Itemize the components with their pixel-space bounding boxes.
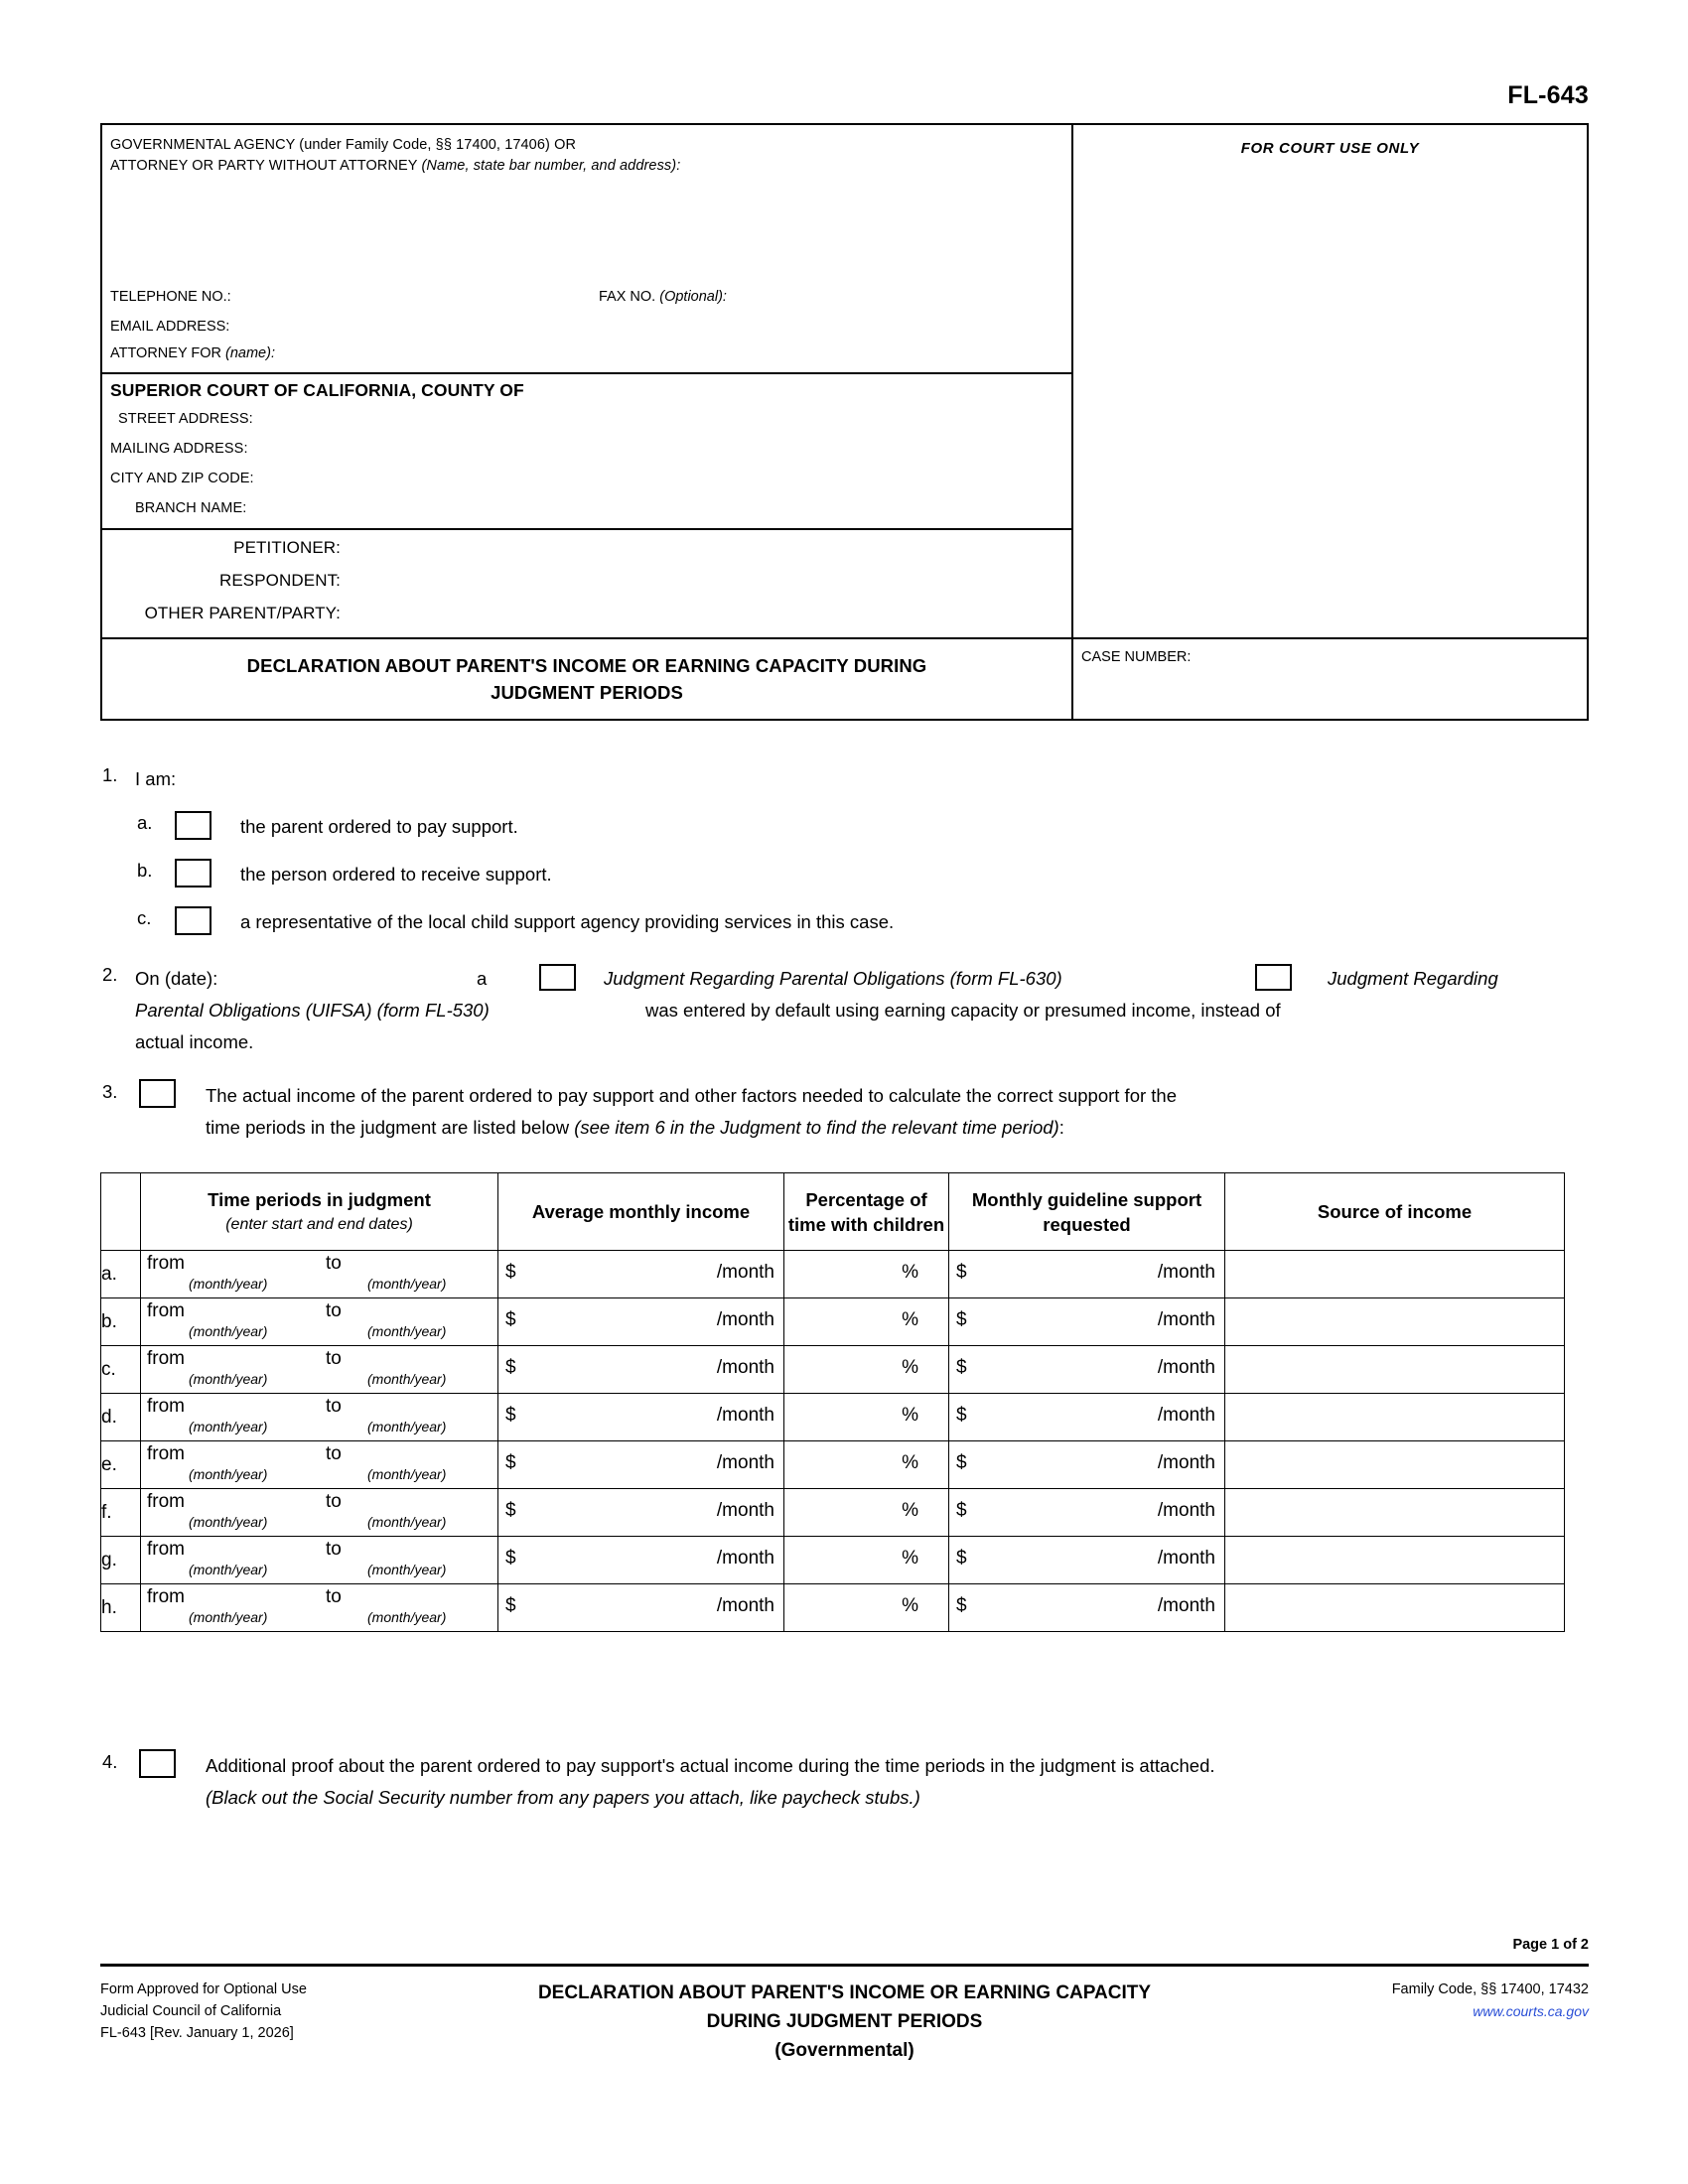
item-1-number: 1. (102, 764, 118, 785)
dollar-sign: $ (505, 1500, 516, 1521)
from-month-year-hint: (month/year) (189, 1466, 268, 1482)
attorney-section (102, 125, 1073, 637)
source-of-income-cell[interactable] (1225, 1441, 1565, 1489)
item-2-choice2-line1: Judgment Regarding (1328, 968, 1498, 989)
item-1a-text: the parent ordered to pay support. (240, 816, 518, 837)
telephone-label: TELEPHONE NO.: (110, 289, 231, 305)
judgment-periods-table (100, 1172, 1565, 1632)
agency-label: GOVERNMENTAL AGENCY (under Family Code, §§ 17400, 17406) OR (110, 137, 577, 153)
to-month-year-hint: (month/year) (367, 1562, 447, 1577)
percent-sign: % (902, 1595, 918, 1616)
table-row (101, 1394, 1565, 1441)
form-title (102, 639, 1073, 719)
item-4-line1: Additional proof about the parent ordered to pay support's actual income during the time periods in the judgment is attached. (206, 1755, 1215, 1776)
from-label: from (147, 1396, 185, 1417)
mailing-address-label: MAILING ADDRESS: (110, 441, 248, 457)
email-row: EMAIL ADDRESS: (110, 319, 230, 335)
from-month-year-hint: (month/year) (189, 1371, 268, 1387)
from-label: from (147, 1491, 185, 1512)
form-title-row (102, 639, 1587, 719)
attorney-entry-area[interactable] (102, 125, 1071, 289)
city-zip-label: CITY AND ZIP CODE: (110, 471, 254, 486)
attorney-for-row (102, 345, 1071, 372)
form-title-line1: DECLARATION ABOUT PARENT'S INCOME OR EARNING CAPACITY DURING (246, 655, 927, 676)
time-period-cell[interactable] (141, 1441, 498, 1489)
dollar-sign: $ (505, 1262, 516, 1283)
percent-sign: % (902, 1357, 918, 1378)
monthly-guideline-support-cell[interactable] (949, 1251, 1225, 1298)
telephone-row (102, 289, 1071, 319)
item-1c-letter: c. (137, 907, 152, 928)
time-period-cell[interactable] (141, 1489, 498, 1537)
time-period-cell[interactable] (141, 1584, 498, 1632)
item-1c-text: a representative of the local child support agency providing services in this case. (240, 911, 895, 932)
footer-title-line3: (Governmental) (774, 2040, 914, 2061)
dollar-sign: $ (956, 1452, 967, 1473)
time-period-cell[interactable] (141, 1298, 498, 1346)
time-period-cell[interactable] (141, 1346, 498, 1394)
table-row (101, 1346, 1565, 1394)
source-of-income-cell[interactable] (1225, 1251, 1565, 1298)
col-header-source-of-income: Source of income (1225, 1173, 1565, 1251)
to-label: to (326, 1539, 342, 1560)
time-period-cell[interactable] (141, 1251, 498, 1298)
row-letter: h. (101, 1584, 141, 1632)
percentage-time-cell[interactable] (784, 1584, 949, 1632)
col-header-time-periods-main: Time periods in judgment (208, 1188, 431, 1210)
from-label: from (147, 1586, 185, 1607)
to-month-year-hint: (month/year) (367, 1609, 447, 1625)
per-month-label: /month (1157, 1595, 1215, 1616)
dollar-sign: $ (505, 1548, 516, 1569)
dollar-sign: $ (956, 1500, 967, 1521)
item-2-tail-line2: was entered by default using earning capacity or presumed income, instead of (645, 1000, 1281, 1021)
item-2-date-label (135, 964, 217, 994)
percentage-time-cell[interactable] (784, 1489, 949, 1537)
per-month-label: /month (1157, 1452, 1215, 1473)
row-letter: e. (101, 1441, 141, 1489)
fax-label (599, 289, 727, 305)
dollar-sign: $ (956, 1405, 967, 1426)
percentage-time-cell[interactable] (784, 1441, 949, 1489)
item-3-line2 (206, 1113, 1064, 1143)
col-header-time-periods-sub: (enter start and end dates) (225, 1215, 413, 1233)
dollar-sign: $ (505, 1357, 516, 1378)
from-month-year-hint: (month/year) (189, 1609, 268, 1625)
case-number-label: CASE NUMBER: (1081, 649, 1192, 665)
court-section (102, 374, 1071, 528)
attorney-label-text: ATTORNEY OR PARTY WITHOUT ATTORNEY (110, 158, 422, 174)
item-1a-letter: a. (137, 812, 153, 833)
branch-name-label: BRANCH NAME: (135, 500, 247, 516)
per-month-label: /month (716, 1357, 774, 1378)
from-label: from (147, 1300, 185, 1321)
footer-family-code: Family Code, §§ 17400, 17432 (1391, 1981, 1589, 1997)
footer-approved-line: Form Approved for Optional Use (100, 1981, 307, 1997)
attorney-label (110, 156, 1071, 177)
monthly-guideline-support-cell[interactable] (949, 1394, 1225, 1441)
item-3-number: 3. (102, 1081, 118, 1102)
party-section (102, 530, 1071, 637)
dollar-sign: $ (956, 1357, 967, 1378)
from-month-year-hint: (month/year) (189, 1514, 268, 1530)
average-monthly-income-cell[interactable] (498, 1394, 784, 1441)
from-label: from (147, 1443, 185, 1464)
col-header-percentage-time-children: Percentage of time with children (784, 1173, 949, 1251)
to-month-year-hint: (month/year) (367, 1419, 447, 1434)
monthly-guideline-support-cell[interactable] (949, 1489, 1225, 1537)
source-of-income-cell[interactable] (1225, 1298, 1565, 1346)
footer-divider (100, 1964, 1589, 1967)
row-letter: f. (101, 1489, 141, 1537)
dollar-sign: $ (956, 1309, 967, 1330)
dollar-sign: $ (505, 1405, 516, 1426)
table-row (101, 1489, 1565, 1537)
dollar-sign: $ (956, 1262, 967, 1283)
average-monthly-income-cell[interactable] (498, 1489, 784, 1537)
per-month-label: /month (1157, 1262, 1215, 1283)
item-3-line2-plain: time periods in the judgment are listed below (206, 1117, 575, 1138)
to-label: to (326, 1396, 342, 1417)
monthly-guideline-support-cell[interactable] (949, 1298, 1225, 1346)
to-label: to (326, 1491, 342, 1512)
checkbox-4[interactable] (139, 1749, 176, 1778)
per-month-label: /month (716, 1595, 774, 1616)
monthly-guideline-support-cell[interactable] (949, 1584, 1225, 1632)
per-month-label: /month (1157, 1405, 1215, 1426)
per-month-label: /month (1157, 1548, 1215, 1569)
item-3-line2-italic: (see item 6 in the Judgment to find the relevant time period) (574, 1117, 1059, 1138)
to-month-year-hint: (month/year) (367, 1276, 447, 1292)
footer-center (100, 1979, 1589, 2065)
attorney-label-hint: (Name, state bar number, and address): (421, 158, 681, 174)
form-title-line2: JUDGMENT PERIODS (491, 682, 683, 703)
from-label: from (147, 1348, 185, 1369)
to-month-year-hint: (month/year) (367, 1323, 447, 1339)
item-2-number: 2. (102, 964, 118, 985)
footer-revision-line: FL-643 [Rev. January 1, 2026] (100, 2025, 294, 2041)
court-use-only-label: FOR COURT USE ONLY (1240, 140, 1420, 157)
table-row (101, 1584, 1565, 1632)
col-header-monthly-guideline-support: Monthly guideline support requested (949, 1173, 1225, 1251)
average-monthly-income-cell[interactable] (498, 1298, 784, 1346)
footer-url[interactable]: www.courts.ca.gov (1473, 2003, 1589, 2019)
item-3-line1: The actual income of the parent ordered to pay support and other factors needed to calculate the correct support for the (206, 1085, 1178, 1106)
per-month-label: /month (716, 1500, 774, 1521)
per-month-label: /month (1157, 1500, 1215, 1521)
percentage-time-cell[interactable] (784, 1298, 949, 1346)
table-row (101, 1251, 1565, 1298)
form-number: FL-643 (1507, 81, 1589, 109)
respondent-label: RESPONDENT: (218, 571, 341, 590)
checkbox-2-fl530[interactable] (1255, 964, 1292, 991)
to-label: to (326, 1253, 342, 1274)
percent-sign: % (902, 1548, 918, 1569)
caption-top-row (102, 125, 1587, 637)
monthly-guideline-support-cell[interactable] (949, 1537, 1225, 1584)
monthly-guideline-support-cell[interactable] (949, 1441, 1225, 1489)
footer-title-line1: DECLARATION ABOUT PARENT'S INCOME OR EARNING CAPACITY (537, 1982, 1152, 2003)
table-row (101, 1441, 1565, 1489)
footer-right (1392, 1979, 1589, 2022)
case-number-box[interactable] (1073, 639, 1587, 719)
from-label: from (147, 1253, 185, 1274)
to-month-year-hint: (month/year) (367, 1514, 447, 1530)
time-period-cell[interactable] (141, 1537, 498, 1584)
row-letter: a. (101, 1251, 141, 1298)
percentage-time-cell[interactable] (784, 1394, 949, 1441)
col-header-average-monthly-income: Average monthly income (498, 1173, 784, 1251)
checkbox-1b[interactable] (175, 859, 211, 887)
row-letter: d. (101, 1394, 141, 1441)
average-monthly-income-cell[interactable] (498, 1251, 784, 1298)
table-row (101, 1298, 1565, 1346)
average-monthly-income-cell[interactable] (498, 1537, 784, 1584)
percent-sign: % (902, 1262, 918, 1283)
row-letter: c. (101, 1346, 141, 1394)
item-2-article: a (477, 968, 488, 989)
per-month-label: /month (1157, 1309, 1215, 1330)
table-row (101, 1537, 1565, 1584)
percent-sign: % (902, 1309, 918, 1330)
street-address-label: STREET ADDRESS: (118, 411, 253, 427)
percentage-time-cell[interactable] (784, 1537, 949, 1584)
item-4-line2: (Black out the Social Security number from any papers you attach, like paycheck stubs.) (206, 1787, 920, 1808)
percentage-time-cell[interactable] (784, 1251, 949, 1298)
to-label: to (326, 1348, 342, 1369)
from-month-year-hint: (month/year) (189, 1323, 268, 1339)
court-use-only-box (1073, 125, 1587, 637)
from-label: from (147, 1539, 185, 1560)
dollar-sign: $ (505, 1452, 516, 1473)
percent-sign: % (902, 1405, 918, 1426)
other-parent-label: OTHER PARENT/PARTY: (144, 604, 341, 622)
dollar-sign: $ (956, 1548, 967, 1569)
source-of-income-cell[interactable] (1225, 1489, 1565, 1537)
col-header-time-periods (141, 1173, 498, 1251)
per-month-label: /month (716, 1405, 774, 1426)
item-2-choice2-line2: Parental Obligations (UIFSA) (form FL-530) (135, 1000, 490, 1021)
dollar-sign: $ (505, 1595, 516, 1616)
row-letter: g. (101, 1537, 141, 1584)
row-letter: b. (101, 1298, 141, 1346)
monthly-guideline-support-cell[interactable] (949, 1346, 1225, 1394)
source-of-income-cell[interactable] (1225, 1394, 1565, 1441)
checkbox-1c[interactable] (175, 906, 211, 935)
caption-box (100, 123, 1589, 721)
average-monthly-income-cell[interactable] (498, 1584, 784, 1632)
item-2-tail-line3: actual income. (135, 1031, 254, 1052)
attorney-for-label: ATTORNEY FOR (110, 345, 226, 361)
item-1b-text: the person ordered to receive support. (240, 864, 552, 885)
dollar-sign: $ (505, 1309, 516, 1330)
percent-sign: % (902, 1452, 918, 1473)
item-3-line2-tail: : (1058, 1117, 1064, 1138)
per-month-label: /month (716, 1548, 774, 1569)
from-month-year-hint: (month/year) (189, 1276, 268, 1292)
col-header-letter (101, 1173, 141, 1251)
table-header-row (101, 1173, 1565, 1251)
page-indicator: Page 1 of 2 (1512, 1937, 1589, 1953)
item-1-lead: I am: (135, 768, 177, 789)
footer-council-line: Judicial Council of California (100, 2003, 282, 2019)
from-month-year-hint: (month/year) (189, 1419, 268, 1434)
from-month-year-hint: (month/year) (189, 1562, 268, 1577)
source-of-income-cell[interactable] (1225, 1584, 1565, 1632)
checkbox-3[interactable] (139, 1079, 176, 1108)
percent-sign: % (902, 1500, 918, 1521)
per-month-label: /month (716, 1309, 774, 1330)
fax-label-text: FAX NO. (599, 289, 660, 305)
item-2-choice1: Judgment Regarding Parental Obligations (form FL-630) (604, 968, 1062, 989)
source-of-income-cell[interactable] (1225, 1346, 1565, 1394)
average-monthly-income-cell[interactable] (498, 1441, 784, 1489)
checkbox-1a[interactable] (175, 811, 211, 840)
per-month-label: /month (716, 1452, 774, 1473)
item-2-on-date: On (date): (135, 968, 218, 989)
footer (100, 1974, 1589, 2083)
dollar-sign: $ (956, 1595, 967, 1616)
table-body (101, 1251, 1565, 1632)
item-1b-letter: b. (137, 860, 153, 881)
petitioner-label: PETITIONER: (233, 538, 341, 557)
attorney-for-hint: (name): (225, 345, 275, 361)
time-period-cell[interactable] (141, 1394, 498, 1441)
to-month-year-hint: (month/year) (367, 1371, 447, 1387)
checkbox-2-fl630[interactable] (539, 964, 576, 991)
to-label: to (326, 1586, 342, 1607)
item-4-number: 4. (102, 1751, 118, 1772)
to-label: to (326, 1300, 342, 1321)
percentage-time-cell[interactable] (784, 1346, 949, 1394)
per-month-label: /month (1157, 1357, 1215, 1378)
to-label: to (326, 1443, 342, 1464)
to-month-year-hint: (month/year) (367, 1466, 447, 1482)
per-month-label: /month (716, 1262, 774, 1283)
average-monthly-income-cell[interactable] (498, 1346, 784, 1394)
fax-label-hint: (Optional): (659, 289, 727, 305)
superior-court-title: SUPERIOR COURT OF CALIFORNIA, COUNTY OF (110, 380, 524, 400)
source-of-income-cell[interactable] (1225, 1537, 1565, 1584)
footer-title-line2: DURING JUDGMENT PERIODS (706, 2011, 983, 2032)
